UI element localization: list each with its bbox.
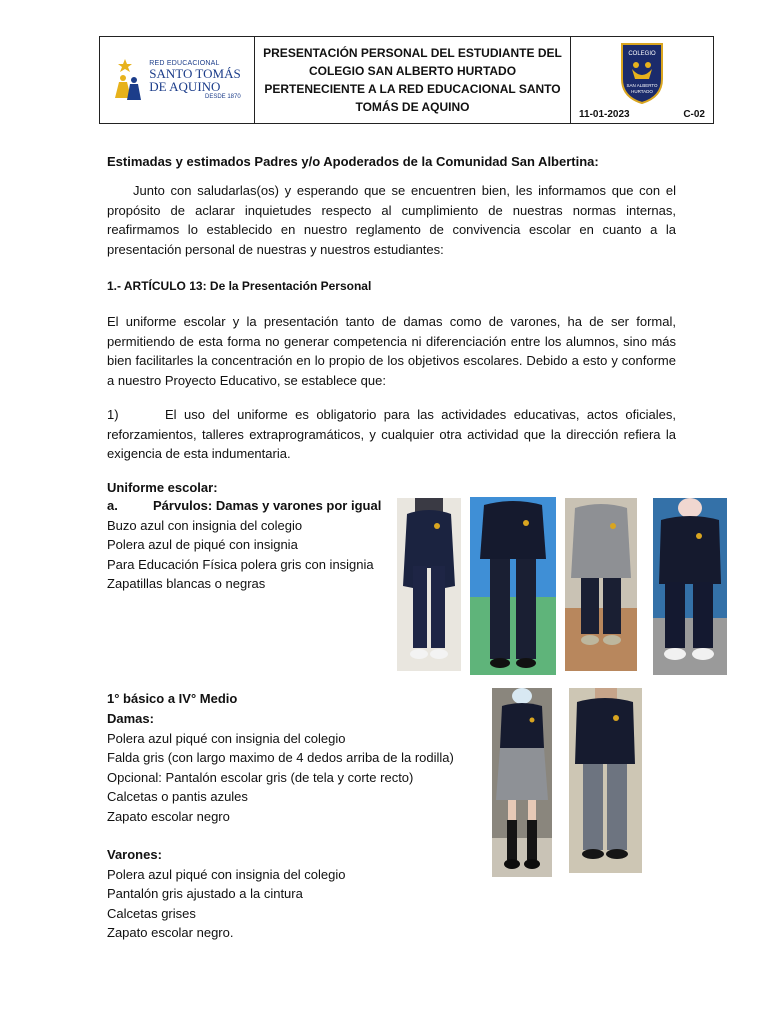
document-date: 11-01-2023 [579,109,630,120]
damas-item: Calcetas o pantis azules [107,789,248,804]
uniform-paragraph: El uniforme escolar y la presentación tanto de damas como de varones, ha de ser formal, permitiendo de esta forma no generar competencia ni diferenciación entre los alumnos, sino más bien facilitarles la concentración en lo propio de los objetivos escolares. Debido a esto y conforme a nuestro Proyecto Educativo, se establece que: [107,314,676,388]
document-header [99,36,714,124]
damas-heading: Damas: [107,711,154,726]
crest-top-text: COLEGIO [628,51,656,57]
varones-item: Zapato escolar negro. [107,925,234,940]
star-figures-icon [113,58,143,102]
logo-line-1: RED EDUCACIONAL [149,60,220,67]
parvulos-heading: Párvulos: Damas y varones por igual [153,498,382,513]
crest-bottom-text-2: HURTADO [631,89,653,94]
uniform-heading: Uniforme escolar: [107,480,218,495]
parvulos-item: Buzo azul con insignia del colegio [107,518,303,533]
greeting: Estimadas y estimados Padres y/o Apoderados de la Comunidad San Albertina: [107,154,599,169]
document-code: C-02 [683,109,705,120]
varones-item: Polera azul piqué con insignia del colegio [107,867,346,882]
item-1-number: 1) [107,407,119,422]
school-crest-icon [619,41,665,105]
varones-item: Calcetas grises [107,906,196,921]
uniform-photo-polera-gris [565,498,637,671]
damas-item: Polera azul piqué con insignia del colegio [107,731,346,746]
parvulos-item: Para Educación Física polera gris con insignia [107,557,374,572]
logo-line-4: DESDE 1870 [205,94,241,100]
basico-heading: 1° básico a IV° Medio [107,691,238,706]
uniform-photo-polera-azul [470,497,556,675]
uniform-photo-buzo [397,498,461,671]
damas-item: Zapato escolar negro [107,809,230,824]
network-logo [100,37,255,123]
item-1-text: El uso del uniforme es obligatorio para las actividades educativas, actos oficiales, reforzamientos, talleres extraprogramáticos, y cualquier otra actividad que la dirección refiera la exigencia de esta indumentaria. [107,407,676,461]
crest-bottom-text-1: SAN ALBERTO [626,83,658,88]
uniform-photo-buzo-nina [653,498,727,675]
article-heading: 1.- ARTÍCULO 13: De la Presentación Personal [107,279,372,293]
varones-item: Pantalón gris ajustado a la cintura [107,886,303,901]
logo-line-2: SANTO TOMÁS [149,66,241,81]
logo-line-3: DE AQUINO [149,79,221,94]
damas-item: Falda gris (con largo maximo de 4 dedos arriba de la rodilla) [107,750,454,765]
document-title: PRESENTACIÓN PERSONAL DEL ESTUDIANTE DEL COLEGIO SAN ALBERTO HURTADO PERTENECIENTE A LA RED EDUCACIONAL SANTO TOMÁS DE AQUINO [255,37,571,123]
header-right-cell [571,37,713,123]
intro-paragraph: Junto con saludarlas(os) y esperando que se encuentren bien, les informamos que con el propósito de aclarar inquietudes respecto al cumplimiento de nuestras normas internas, reafirmamos lo establecido en nuestro reglamento de convivencia escolar en cuanto a la presentación personal de nuestras y nuestros estudiantes: [107,183,676,257]
varones-heading: Varones: [107,847,162,862]
parvulos-letter: a. [107,498,118,513]
damas-item: Opcional: Pantalón escolar gris (de tela y corte recto) [107,770,414,785]
parvulos-item: Zapatillas blancas o negras [107,576,266,591]
uniform-photo-varones [569,688,642,873]
parvulos-item: Polera azul de piqué con insignia [107,537,298,552]
uniform-photo-damas [492,688,552,877]
